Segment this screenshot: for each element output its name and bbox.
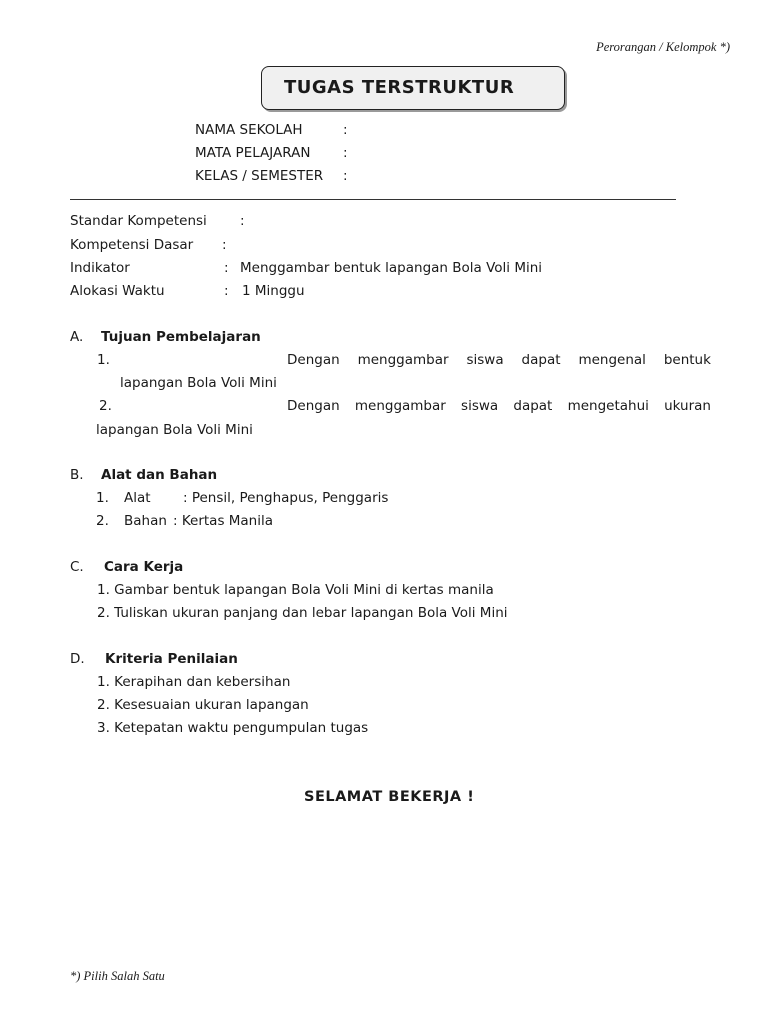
section-c-item-1: 1. Gambar bentuk lapangan Bola Voli Mini di kertas manila: [97, 582, 494, 598]
section-b-item-2-num: 2.: [96, 513, 109, 529]
section-a-item-2-num: 2.: [99, 398, 112, 414]
meta-label-indicator: Indikator: [70, 260, 130, 276]
word: dapat: [513, 398, 553, 414]
identity-label-subject: MATA PELAJARAN: [195, 145, 311, 161]
word: Dengan: [287, 398, 340, 414]
footnote: *) Pilih Salah Satu: [70, 969, 165, 983]
section-b-item-1-label: Alat: [124, 490, 151, 506]
meta-sep-kd: :: [222, 237, 227, 253]
section-d-item-3: 3. Ketepatan waktu pengumpulan tugas: [97, 720, 369, 736]
identity-sep-class: :: [343, 168, 348, 184]
section-d-item-2: 2. Kesesuaian ukuran lapangan: [97, 697, 309, 713]
section-d-item-1: 1. Kerapihan dan kebersihan: [97, 674, 291, 690]
meta-label-time: Alokasi Waktu: [70, 283, 165, 299]
meta-sep-time: :: [224, 283, 229, 299]
word: menggambar: [357, 352, 449, 368]
section-b-item-2-label: Bahan: [124, 513, 167, 529]
section-a-letter: A.: [70, 329, 84, 345]
section-a-item-1-num: 1.: [97, 352, 110, 368]
section-d-letter: D.: [70, 651, 85, 667]
word: siswa: [466, 352, 504, 368]
identity-sep-school: :: [343, 122, 348, 138]
section-c-letter: C.: [70, 559, 84, 575]
section-b-item-2-value: : Kertas Manila: [173, 513, 274, 529]
title-box: [261, 66, 565, 110]
word: Dengan: [287, 352, 340, 368]
page-title: TUGAS TERSTRUKTUR: [284, 77, 515, 98]
section-b-title: Alat dan Bahan: [101, 467, 218, 483]
word: siswa: [461, 398, 499, 414]
meta-value-time: 1 Minggu: [242, 283, 305, 299]
section-a-title: Tujuan Pembelajaran: [101, 329, 261, 345]
word: mengetahui: [567, 398, 649, 414]
section-b-letter: B.: [70, 467, 84, 483]
meta-label-kd: Kompetensi Dasar: [70, 237, 194, 253]
section-d-title: Kriteria Penilaian: [105, 651, 238, 667]
word: menggambar: [354, 398, 446, 414]
section-b-item-1-value: : Pensil, Penghapus, Penggaris: [183, 490, 389, 506]
identity-label-school: NAMA SEKOLAH: [195, 122, 303, 138]
meta-label-sk: Standar Kompetensi: [70, 213, 207, 229]
word: bentuk: [663, 352, 711, 368]
identity-sep-subject: :: [343, 145, 348, 161]
section-a-item-1-line: [287, 352, 711, 368]
identity-label-class: KELAS / SEMESTER: [195, 168, 324, 184]
section-c-title: Cara Kerja: [104, 559, 184, 575]
header-note: Perorangan / Kelompok *): [596, 40, 730, 54]
meta-value-indicator: Menggambar bentuk lapangan Bola Voli Mini: [240, 260, 543, 276]
closing-text: SELAMAT BEKERJA !: [304, 789, 475, 805]
word: mengenal: [578, 352, 646, 368]
section-a-item-1-cont: lapangan Bola Voli Mini: [120, 375, 277, 391]
section-a-item-2-cont: lapangan Bola Voli Mini: [96, 422, 253, 438]
meta-sep-indicator: :: [224, 260, 229, 276]
word: dapat: [521, 352, 561, 368]
word: ukuran: [664, 398, 711, 414]
section-c-item-2: 2. Tuliskan ukuran panjang dan lebar lapangan Bola Voli Mini: [97, 605, 508, 621]
divider: [70, 199, 676, 200]
section-a-item-2-line: [287, 398, 711, 414]
section-b-item-1-num: 1.: [96, 490, 109, 506]
meta-sep-sk: :: [240, 213, 245, 229]
